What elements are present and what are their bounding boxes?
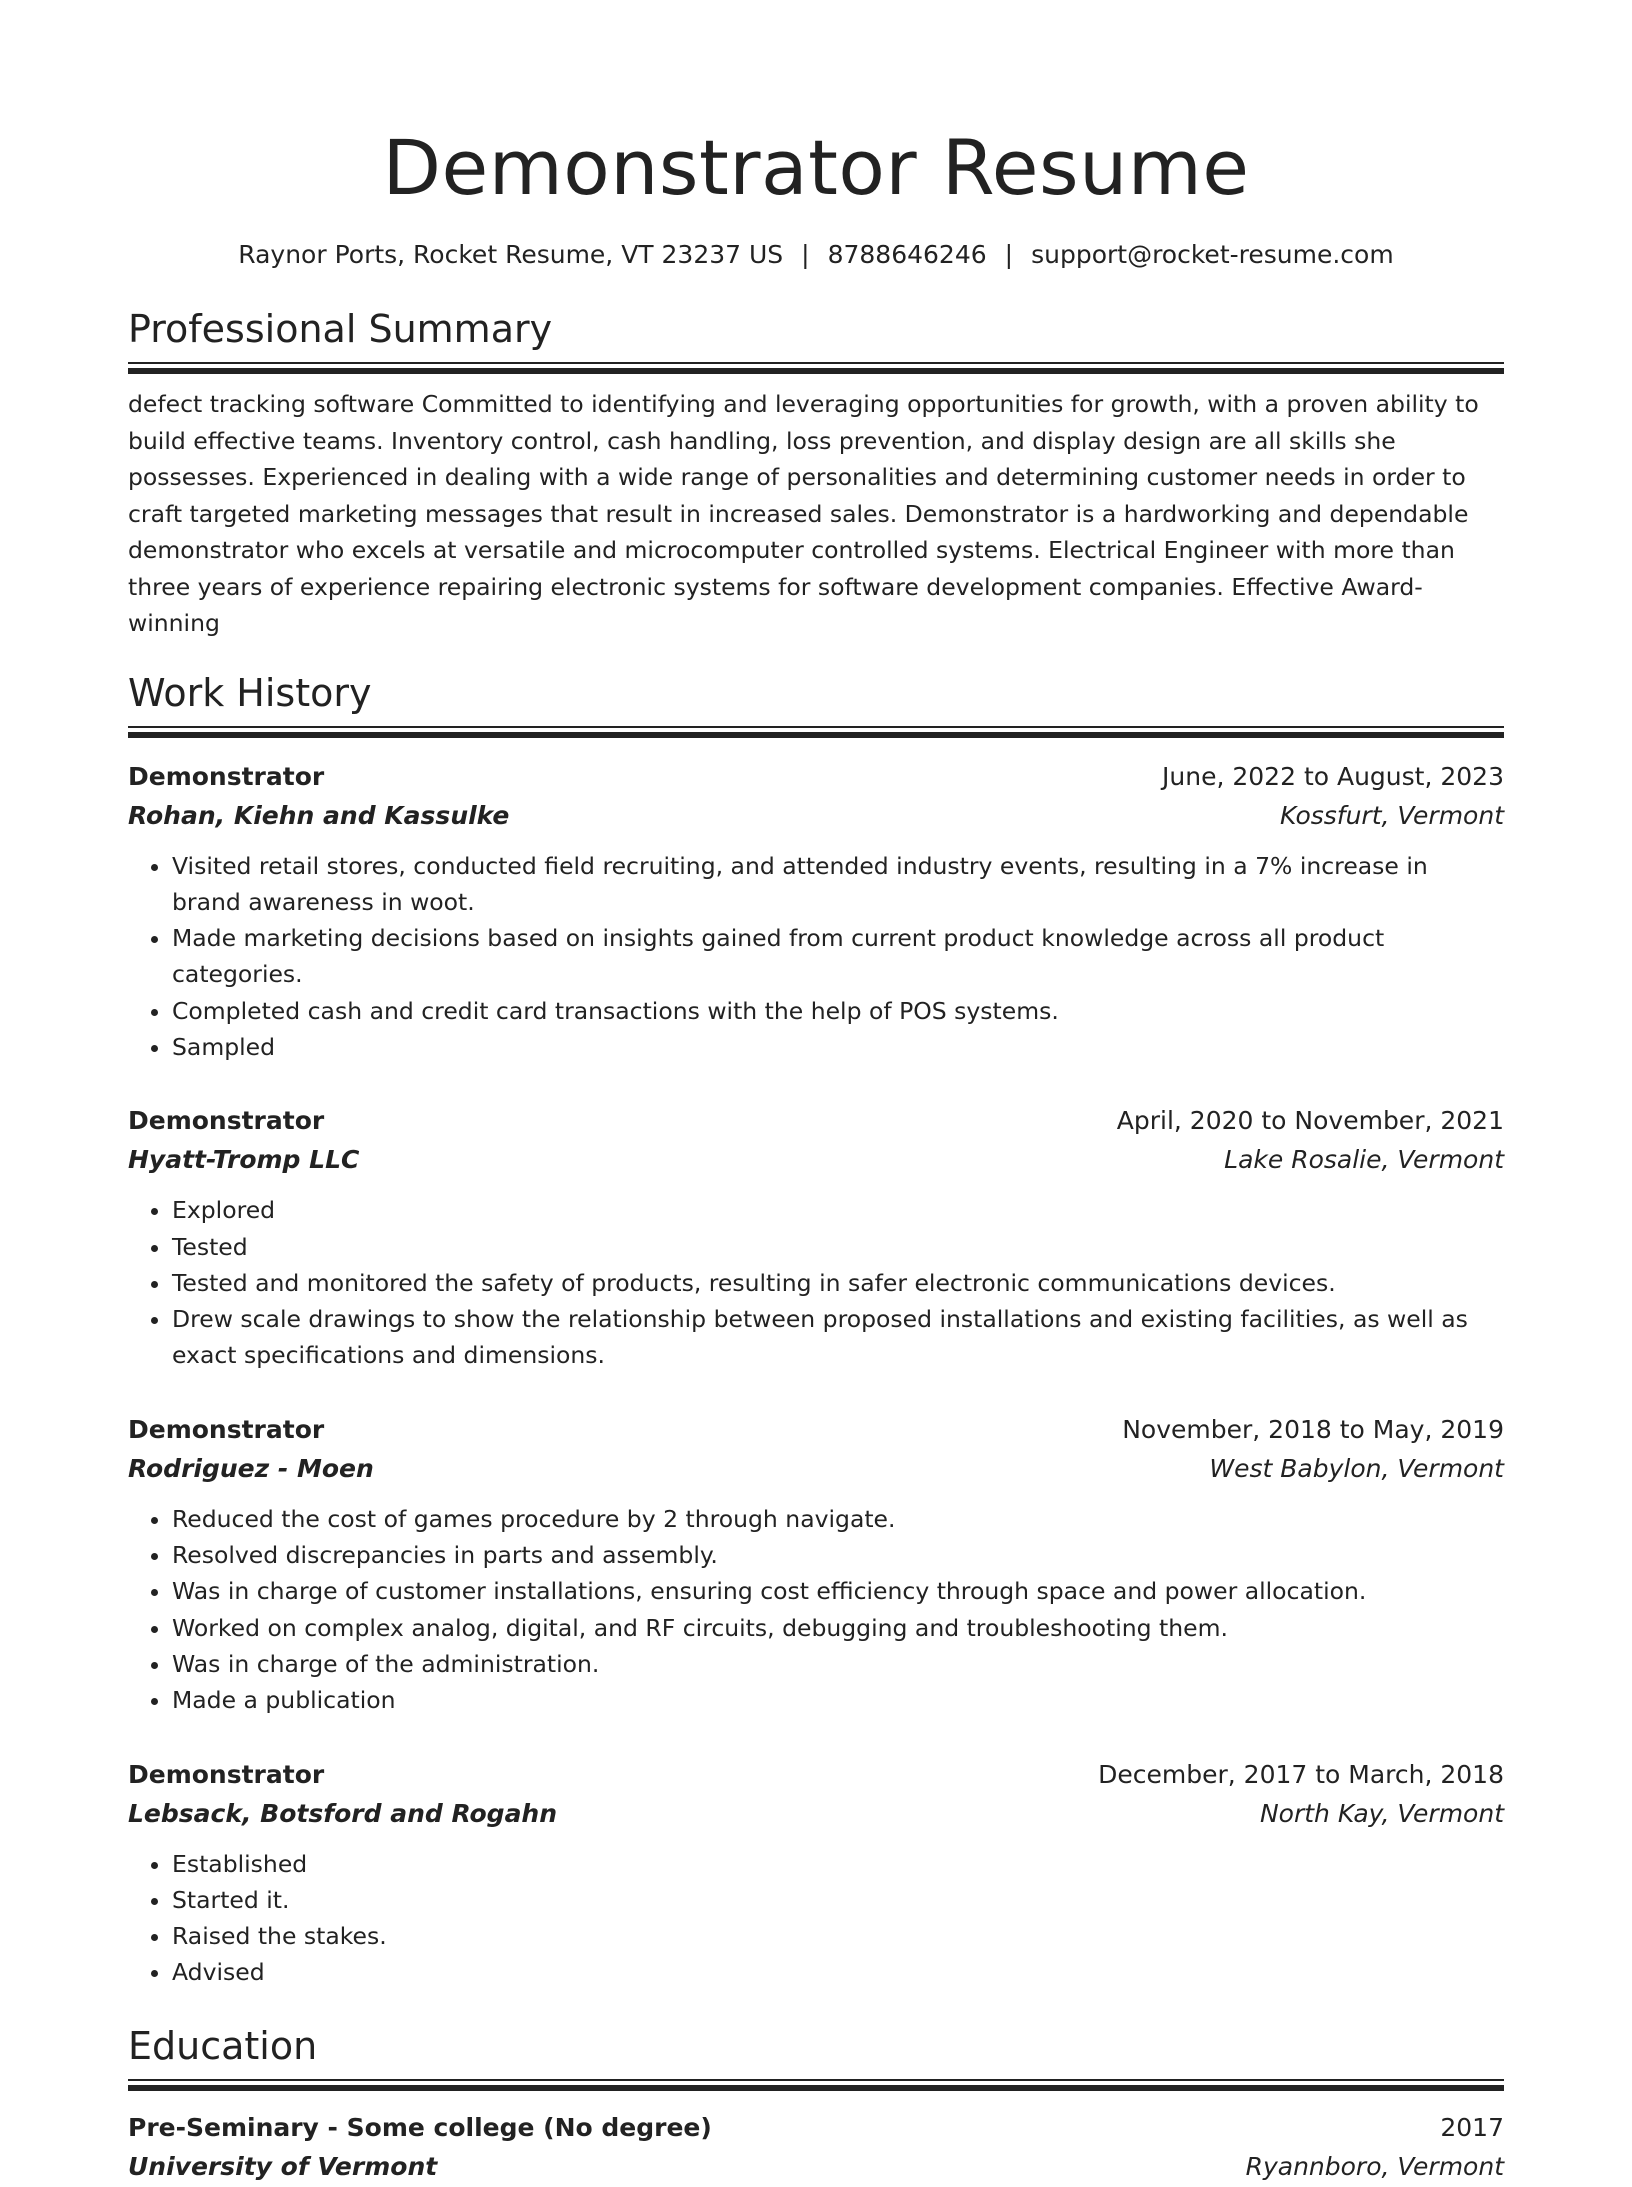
job-bullet: • Tested xyxy=(172,1229,1504,1265)
job-entry xyxy=(128,1411,1504,1719)
job-company-row xyxy=(128,1140,1504,1180)
job-entry xyxy=(128,1102,1504,1373)
job-title: Demonstrator xyxy=(128,1414,325,1444)
job-bullet: • Completed cash and credit card transactions with the help of POS systems. xyxy=(172,993,1504,1029)
job-bullet: • Tested and monitored the safety of products, resulting in safer electronic communications devices. xyxy=(172,1265,1504,1301)
job-dates: June, 2022 to August, 2023 xyxy=(1162,761,1504,791)
job-company-row xyxy=(128,796,1504,836)
job-dates: April, 2020 to November, 2021 xyxy=(1116,1106,1504,1136)
section-divider xyxy=(128,2079,1504,2091)
contact-separator: | xyxy=(801,240,810,269)
job-bullet: • Sampled xyxy=(172,1029,1504,1065)
resume-title: Demonstrator Resume xyxy=(382,123,1250,212)
resume-page xyxy=(128,0,1504,2187)
education-school: University of Vermont xyxy=(128,2151,438,2181)
job-bullet: • Advised xyxy=(172,1954,1504,1990)
summary-text: defect tracking software Committed to identifying and leveraging opportunities for growth, with a proven ability to build effective teams. Inventory control, cash handling, loss prevention, and display design are all skills she possesses. Experienced in dealing with a wide range of personalities and determining customer needs in order to craft targeted marketing messages that result in increased sales. Demonstrator is a hardworking and dependable demonstrator who excels at versatile and microcomputer controlled systems. Electrical Engineer with more than three years of experience repairing electronic systems for software development companies. Effective Award-winning xyxy=(128,390,1479,637)
job-title: Demonstrator xyxy=(128,761,325,791)
section-divider xyxy=(128,726,1504,738)
education-degree: Pre-Seminary - Some college (No degree) xyxy=(128,2112,712,2142)
job-bullet: • Resolved discrepancies in parts and assembly. xyxy=(172,1537,1504,1573)
job-bullet: • Started it. xyxy=(172,1882,1504,1918)
job-bullet-list xyxy=(128,848,1504,1066)
job-list xyxy=(128,758,1504,1991)
job-bullet: • Reduced the cost of games procedure by 2 through navigate. xyxy=(172,1501,1504,1537)
section-heading-education: Education xyxy=(128,2023,318,2068)
job-company-row xyxy=(128,1449,1504,1489)
job-header-row xyxy=(128,758,1504,796)
job-bullet-list xyxy=(128,1846,1504,1991)
job-dates: December, 2017 to March, 2018 xyxy=(1098,1759,1504,1789)
contact-separator: | xyxy=(1004,240,1014,269)
job-bullet-list xyxy=(128,1501,1504,1719)
section-heading-summary: Professional Summary xyxy=(128,307,553,351)
contact-phone: 8788646246 xyxy=(827,240,987,269)
job-bullet: • Worked on complex analog, digital, and RF circuits, debugging and troubleshooting them. xyxy=(172,1610,1504,1646)
job-location: Kossfurt, Vermont xyxy=(1279,800,1504,830)
education-location: Ryannboro, Vermont xyxy=(1245,2151,1504,2181)
job-header-row xyxy=(128,1102,1504,1140)
job-title: Demonstrator xyxy=(128,1106,325,1136)
job-company-row xyxy=(128,1794,1504,1834)
education-header-row xyxy=(128,2109,1504,2147)
education-section xyxy=(128,2021,1504,2187)
job-location: West Babylon, Vermont xyxy=(1209,1453,1504,1483)
job-company: Hyatt-Tromp LLC xyxy=(128,1145,360,1175)
job-company: Rohan, Kiehn and Kassulke xyxy=(128,800,510,830)
job-header-row xyxy=(128,1756,1504,1794)
job-bullet: • Made a publication xyxy=(172,1682,1504,1718)
education-school-row xyxy=(128,2147,1504,2187)
education-year: 2017 xyxy=(1440,2112,1504,2142)
job-bullet: • Was in charge of customer installations, ensuring cost efficiency through space and power allocation. xyxy=(172,1573,1504,1609)
job-entry xyxy=(128,1756,1504,1991)
section-heading-work: Work History xyxy=(128,670,372,715)
job-location: Lake Rosalie, Vermont xyxy=(1224,1145,1504,1175)
job-company: Lebsack, Botsford and Rogahn xyxy=(128,1798,558,1828)
job-bullet-list xyxy=(128,1192,1504,1373)
job-bullet: • Raised the stakes. xyxy=(172,1918,1504,1954)
contact-line xyxy=(128,238,1504,272)
education-list xyxy=(128,2109,1504,2187)
education-entry xyxy=(128,2109,1504,2187)
job-location: North Kay, Vermont xyxy=(1259,1798,1504,1828)
professional-summary-section xyxy=(128,304,1504,642)
contact-address: Raynor Ports, Rocket Resume, VT 23237 US xyxy=(238,240,784,269)
job-bullet: • Drew scale drawings to show the relationship between proposed installations and existing facilities, as well as exact specifications and dimensions. xyxy=(172,1301,1504,1374)
contact-email[interactable]: support@rocket-resume.com xyxy=(1031,240,1394,269)
job-bullet: • Established xyxy=(172,1846,1504,1882)
job-bullet: • Visited retail stores, conducted field recruiting, and attended industry events, resulting in a 7% increase in brand awareness in woot. xyxy=(172,848,1504,921)
job-bullet: • Made marketing decisions based on insights gained from current product knowledge across all product categories. xyxy=(172,920,1504,993)
job-company: Rodriguez - Moen xyxy=(128,1453,374,1483)
job-header-row xyxy=(128,1411,1504,1449)
job-bullet: • Was in charge of the administration. xyxy=(172,1646,1504,1682)
section-divider xyxy=(128,362,1504,374)
job-title: Demonstrator xyxy=(128,1759,325,1789)
job-bullet: • Explored xyxy=(172,1192,1504,1228)
work-history-section xyxy=(128,668,1504,1991)
job-entry xyxy=(128,758,1504,1066)
job-dates: November, 2018 to May, 2019 xyxy=(1122,1414,1504,1444)
